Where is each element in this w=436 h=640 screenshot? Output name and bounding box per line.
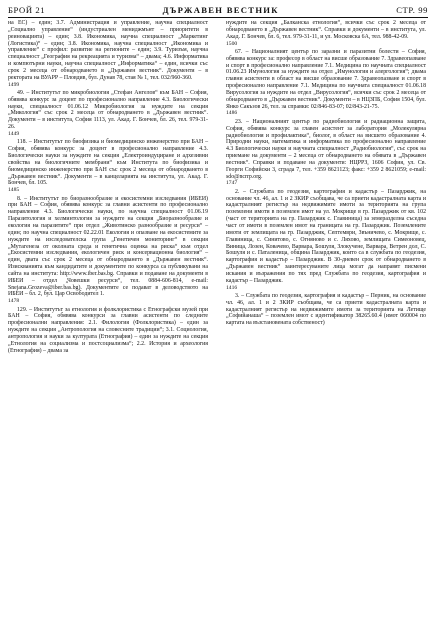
page-number: СТР. 99 [396, 5, 428, 15]
notice-paragraph: 67. – Националният център по заразни и паразитни болести – София, обявява конкурс за: професор в област на висше образование 7. Здравеопазване и спорт в професионално направление 7.1. Медицина по научната специалност 01.06.23 Имунология за нуждите на отдел „Имунология и алергология“; двама главни асистенти в област на висше образование 7. Здравеопазване и спорт в професионално направление 7.1. Медицина по научната специалност 01.06.18 Вирусология за нуждите на отдел „Вирусология“, всички със срок 2 месеца от обнародването в „Държавен вестник“. Документи – в НЦЗПБ, София 1504, бул. Янко Сакъзов 26, тел. за справки: 02/846-83-07; 02/843-21-75. [226, 48, 426, 110]
notice-number: 1499 [8, 81, 20, 88]
left-column [8, 20, 208, 355]
notice-number: 1449 [8, 131, 20, 137]
notice-paragraph: 2. – Службата по геодезия, картография и кадастър – Пазарджик, на основание чл. 46, ал. 1 и 2 ЗКИР съобщава, че са приети кадастралната карта и кадастралният регистър на недвижимите имоти за територията на група поземлени имоти в поземлен имот на ул. Мокрище в гр. Пазарджик от кв. 102 (част от територията на гр. Пазарджик с. Главиница) за земеразделна съседна част от имоти в поземлен имот на границата на гр. Пазарджик. Поземлените имоти от землищата на гр. Пазарджик, Септември, Звъничево, с. Мокрище, с. Главиница, с. Синитово, с. Огняново и с. Ляхово, землищата Симеоновец, Виница, Лозен, Ковачево, Варвара, Бошуля, Злокучене, Варвара, Ветрен дол, С. Бошуля и с. Паталеница, община Пазарджик, които са в службата по геодезия, картография и кадастър – Пазарджик. В 30-дневен срок от обнародването в „Държавен вестник“ заинтересуваните лица могат да направят писмени искания и възражения по тях пред Службата по геодезия, картография и кадастър – Пазарджик. [226, 188, 426, 284]
notice-number: 1416 [226, 284, 238, 291]
notice-paragraph: на ЕС) – един; 3.7. Администрация и управление, научна специалност „Социално управление“ (индустриален мениджмънт – приоритети в реиновацията) – един; 3.8. Икономика, научна специалност „Маркетинг (Логистика)“ – един; 3.8. Икономика, научна специалност „Икономика и управление“ с профил: развитие на регионите – един; 3.9. Туризъм, научна специалност „География на рекреацията и туризма“ – двама; 4.6. Информатика и компютърни науки, научна специалност „Информатика“ – един, всички със срок 2 месеца от обнародването в „Държавен вестник“. Документи – в ректората на ВУАРР – Пловдив, бул. Дунав 78, стая № 1, тел. 032/960-360. [8, 20, 208, 81]
page-header [8, 4, 428, 16]
notice-paragraph: 129. – Институтът за етнология и фолклористика с Етнографски музей при БАН – София, обявява конкурси за главни асистенти по следните професионални направления: 2.1. Филология (Фолклористика) – един за нуждите на секция „Антропология на словесните традиции“; 3.1. Социология, антропология и науки за културата (Етнография) – един за нуждите на секция „Етнология на социализма и постсоциализма“; 2.2. История и археология (Етнография) – двама за [8, 306, 208, 354]
notice-number: 1478 [8, 298, 20, 305]
issue-number: БРОЙ 21 [8, 5, 46, 15]
notice-number: 1747 [226, 180, 238, 187]
right-column [226, 20, 426, 327]
notice-number: 1500 [226, 40, 238, 47]
notice-number: 1486 [226, 110, 238, 117]
notice-paragraph: 118. – Институтът по биофизика и биомедицинско инженерство при БАН – София, обявява конкурс за доцент в професионално направление 4.3. Биологически науки за нуждите на секция „Електроиндуциране и адхезивни свойства на биологичните мембрани“ към Института по биофизика и биомедицинско инженерство при БАН със срок 2 месеца от обнародването в „Държавен вестник“. Документи – в канцеларията на института, ул. Акад. Г. Бончев, бл. 105. [8, 139, 208, 187]
notice-paragraph: 23. – Националният център по радиобиология и радиационна защита, София, обявява конкурс за главен асистент за лаборатория „Молекулярна радиобиология и профилактика“, биолог, в област на висшето образование 4. Природни науки, математика и информатика по професионално направление 4.3 Биологически науки и научната специалност „Радиобиология“, със срок на приемане на документи – 2 месеца от обнародването на обявата в „Държавен вестник“. Справки и подаване на документи: НЦРРЗ, 1606 София, ул. Св. Георги Софийски 3, сграда 7, тел. +359 8621123; факс: +359 2 8621059; e-mail: sdo@ncrrp.org. [226, 118, 426, 180]
notice-paragraph: нуждите на секция „Балканска етнология“, всички със срок 2 месеца от обнародването в „Държавен вестник“. Справки и документи – в института, ул. Акад. Г. Бончев, бл. 6, тел. 979-31-11, и ул. Московска 6А, тел. 988-42-09. [226, 20, 426, 40]
notice-paragraph: 3. – Службата по геодезия, картография и кадастър – Перник, на основание чл. 46, ал. 1 и 2 ЗКИР съобщава, че са приети кадастралната карта и кадастралният регистър на недвижимите имоти за територията на Летище „Софийанаша“ – поземлен имот с идентификатор 38265.60.4 (имот 060004 по картата на възстановената собственост) [226, 292, 426, 327]
header-rule [8, 17, 428, 18]
notice-paragraph: 49. – Институтът по микробиология „Стефан Ангелов“ към БАН – София, обявява конкурс за доцент по професионално направление 4.3. Биологически науки, специалност 01.06.12 Микробиология за нуждите на секция „Микология“ със срок 2 месеца от обнародването в „Държавен вестник“. Документи – в института, София 1113, ул. Акад. Г. Бончев, бл. 26, тел. 979-31-26. [8, 89, 208, 131]
notice-paragraph: 8. – Институтът по биоразнообразие и екосистемни изследвания (ИБЕИ) при БАН – София, обявява конкурс за главни асистенти по професионално направление 4.3. Биологически науки, по научна специалност 01.06.19 Паразитология и хелминтология за нуждите на секция „Биоразнообразие и екология на паразитите“ при отдел „Животинско разнообразие и ресурси“ – един; по научна специалност 02.22.01 Екология и опазване на екосистемите за нуждите на изследователска група „Генетичен мониторинг“ в секция „Мутагенеза от околната среда и генетична оценка на риска“ към отдел „Екосистемни изследвания, екологичен риск и консервационна биология“ – един, двата със срок 2 месеца от обнародването в „Държавен вестник“. Изискванията към кандидатите и документите по конкурса са публикувани на сайта на института: http://www.iber.bas.bg. Справки и подаване на документи в ИБЕИ – отдел „Човешки ресурси“, тел. 0884-606-814, e-mail: Snejana.Grozeva@iber.bas.bg). Документите се подават в деловодството на ИБЕИ – бл. 2, бул. Цар Освободител 1. [8, 195, 208, 298]
newspaper-title: ДЪРЖАВЕН ВЕСТНИК [162, 5, 279, 15]
notice-number: 1485 [8, 187, 20, 194]
